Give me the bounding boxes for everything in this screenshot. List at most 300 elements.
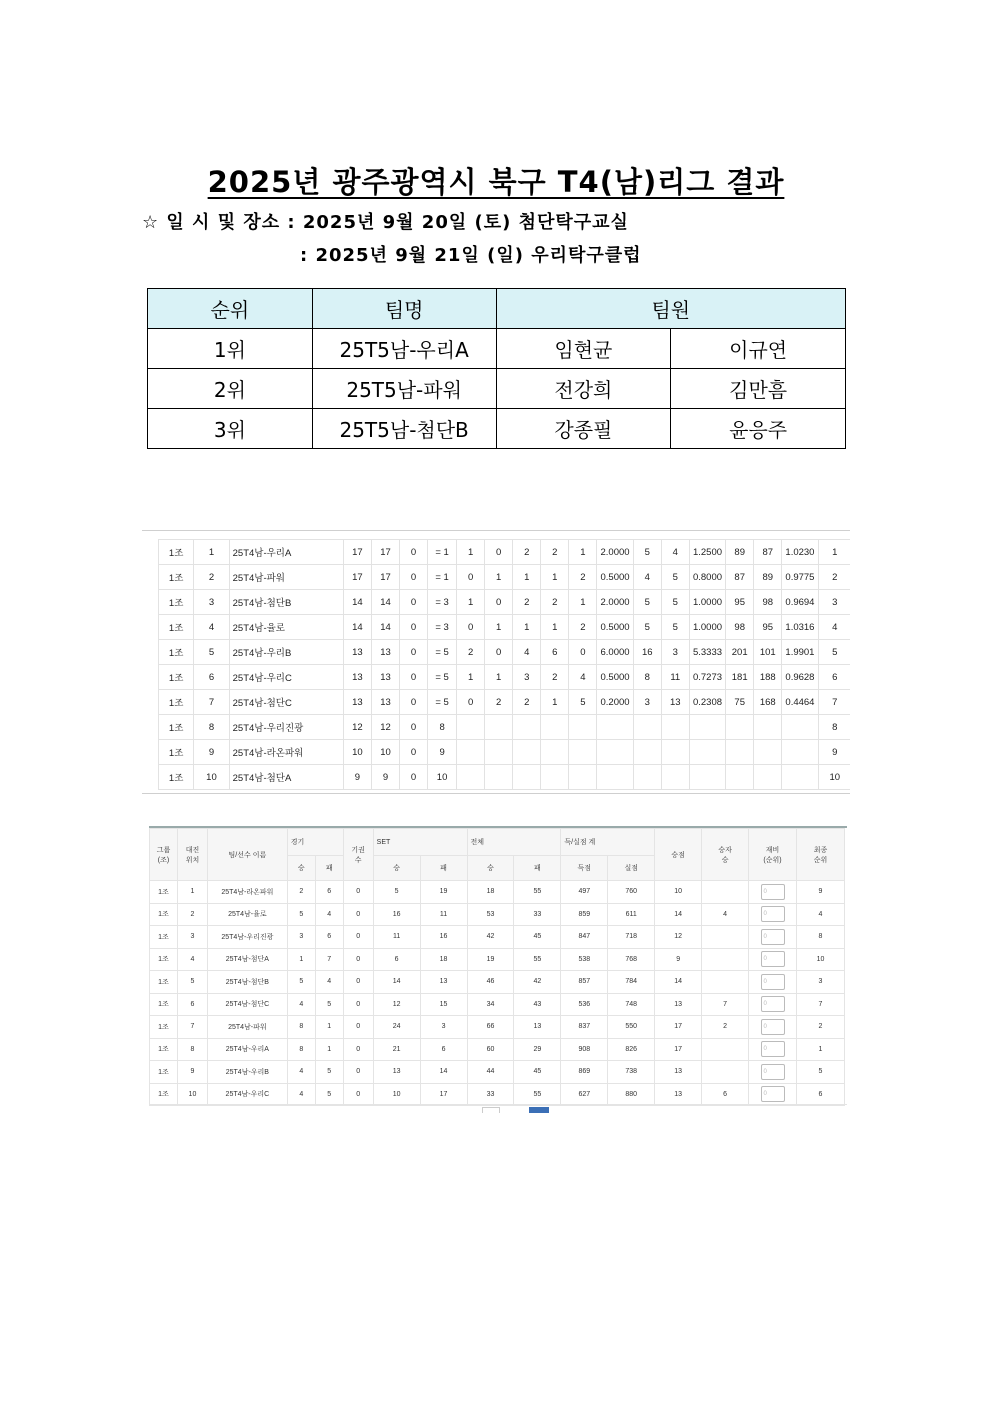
standings-cell: 6 (818, 665, 850, 690)
detail-cell: 869 (561, 1061, 608, 1084)
detail-row (150, 926, 845, 949)
detail-cell: 7 (315, 948, 343, 971)
team-name-cell: 25T4남-우리A (207, 1038, 287, 1061)
header-position: 대진 위치 (177, 829, 207, 881)
header-set: SET (373, 829, 467, 856)
detail-cell: 14 (655, 903, 702, 926)
detail-cell: 46 (467, 971, 514, 994)
standings-cell: 1 (485, 565, 513, 590)
standings-cell (633, 765, 661, 790)
detail-cell: 550 (608, 1016, 655, 1039)
standings-cell: = 1 (428, 540, 457, 565)
detail-cell: 4 (177, 948, 207, 971)
standings-cell: 13 (661, 690, 689, 715)
tiebreak-cell (749, 971, 797, 994)
standings-cell: 0 (400, 665, 428, 690)
detail-cell: 8 (287, 1016, 315, 1039)
detail-cell: 44 (467, 1061, 514, 1084)
standings-row (159, 690, 851, 715)
detail-cell: 1조 (150, 926, 178, 949)
standings-cell: 5 (633, 615, 661, 640)
standings-cell (541, 715, 569, 740)
standings-cell: 0 (400, 615, 428, 640)
standings-cell: 17 (343, 565, 371, 590)
detail-cell: 5 (315, 1061, 343, 1084)
detail-cell: 738 (608, 1061, 655, 1084)
standings-cell: 9 (343, 765, 371, 790)
standings-cell: 10 (194, 765, 229, 790)
tiebreak-input[interactable]: 0 (761, 1064, 785, 1080)
detail-cell: 611 (608, 903, 655, 926)
standings-cell: 1 (569, 590, 597, 615)
standings-cell: 1조 (159, 590, 194, 615)
standings-cell (569, 740, 597, 765)
tiebreak-cell (749, 881, 797, 904)
detail-cell: 760 (608, 881, 655, 904)
standings-cell: 0.2000 (597, 690, 633, 715)
detail-cell: 9 (655, 948, 702, 971)
detail-cell: 0 (343, 1083, 373, 1106)
standings-cell: 0 (400, 540, 428, 565)
standings-cell (597, 715, 633, 740)
sub-win: 승 (287, 856, 315, 881)
tiebreak-input[interactable]: 0 (761, 1086, 785, 1102)
standings-cell: 5 (633, 540, 661, 565)
detail-cell: 5 (287, 903, 315, 926)
standings-cell: 0.9775 (782, 565, 818, 590)
standings-cell: 5 (569, 690, 597, 715)
detail-cell: 6 (373, 948, 420, 971)
final-rank-cell: 2 (797, 1016, 845, 1039)
detail-cell: 1조 (150, 1038, 178, 1061)
tiebreak-cell (749, 903, 797, 926)
team-name-cell: 25T4남-우리C (207, 1083, 287, 1106)
standings-cell: = 5 (428, 640, 457, 665)
standings-cell: 1 (485, 615, 513, 640)
final-rank-cell: 8 (797, 926, 845, 949)
standings-cell: 1 (457, 540, 485, 565)
standings-cell: 1.9901 (782, 640, 818, 665)
header-match: 경기 (287, 829, 343, 856)
header-group: 그룹 (조) (150, 829, 178, 881)
tiebreak-cell (749, 1016, 797, 1039)
sub-scored: 득점 (561, 856, 608, 881)
detail-cell: 42 (467, 926, 514, 949)
standings-cell (754, 715, 782, 740)
detail-cell: 837 (561, 1016, 608, 1039)
detail-cell: 4 (287, 1083, 315, 1106)
standings-row (159, 640, 851, 665)
standings-cell (661, 765, 689, 790)
header-rank: 순위 (148, 289, 313, 329)
member-cell: 윤응주 (671, 409, 846, 449)
standings-cell: 0.7273 (689, 665, 725, 690)
tiebreak-cell (749, 1061, 797, 1084)
standings-cell: 2 (513, 540, 541, 565)
detail-cell: 7 (177, 1016, 207, 1039)
detail-cell: 0 (343, 926, 373, 949)
detail-row (150, 1038, 845, 1061)
standings-cell: 1.0230 (782, 540, 818, 565)
standings-cell: 14 (371, 590, 399, 615)
standings-cell: 1조 (159, 765, 194, 790)
standings-cell: 0 (400, 740, 428, 765)
detail-row (150, 948, 845, 971)
standings-cell: 1조 (159, 565, 194, 590)
detail-cell: 1 (177, 881, 207, 904)
standings-cell: 10 (818, 765, 850, 790)
detail-cell: 4 (315, 971, 343, 994)
detail-cell: 748 (608, 993, 655, 1016)
standings-cell: 2 (513, 590, 541, 615)
detail-cell: 1조 (150, 881, 178, 904)
standings-cell: 4 (513, 640, 541, 665)
schedule-line-1: ☆ 일 시 및 장소 : 2025년 9월 20일 (토) 첨단탁구교실 (142, 212, 629, 233)
detail-cell: 5 (315, 993, 343, 1016)
detail-cell: 0 (343, 1016, 373, 1039)
standings-cell (541, 765, 569, 790)
standings-cell: 0 (485, 640, 513, 665)
standings-cell: 5 (661, 615, 689, 640)
standings-cell: 1조 (159, 540, 194, 565)
detail-cell: 1 (315, 1016, 343, 1039)
standings-cell: 1조 (159, 615, 194, 640)
tiebreak-cell (749, 1038, 797, 1061)
standings-cell (457, 765, 485, 790)
standings-cell: 12 (371, 715, 399, 740)
detail-table (149, 828, 845, 1106)
detail-cell: 9 (177, 1061, 207, 1084)
standings-cell: 201 (726, 640, 754, 665)
standings-cell: 6 (541, 640, 569, 665)
detail-cell: 17 (420, 1083, 467, 1106)
standings-cell: 2 (541, 590, 569, 615)
detail-cell: 14 (655, 971, 702, 994)
page-input[interactable] (482, 1107, 500, 1113)
detail-cell (702, 926, 749, 949)
standings-cell: 75 (726, 690, 754, 715)
detail-cell: 11 (373, 926, 420, 949)
detail-cell: 0 (343, 1038, 373, 1061)
standings-cell (513, 765, 541, 790)
team-name-cell: 25T4남-첨단C (229, 690, 343, 715)
detail-cell: 3 (177, 926, 207, 949)
detail-cell: 33 (467, 1083, 514, 1106)
standings-cell (633, 715, 661, 740)
team-name-cell: 25T4남-파워 (229, 565, 343, 590)
standings-cell: 13 (343, 665, 371, 690)
team-name-cell: 25T4남-라온파워 (229, 740, 343, 765)
detail-cell: 6 (420, 1038, 467, 1061)
detail-cell: 5 (315, 1083, 343, 1106)
standings-cell: 3 (661, 640, 689, 665)
standings-cell: 1 (541, 565, 569, 590)
standings-cell: 2 (569, 615, 597, 640)
standings-cell: 0 (400, 715, 428, 740)
standings-cell: 101 (754, 640, 782, 665)
detail-cell: 1 (287, 948, 315, 971)
detail-cell (702, 971, 749, 994)
standings-cell: 2 (457, 640, 485, 665)
standings-cell: 0.9694 (782, 590, 818, 615)
standings-cell: 1조 (159, 640, 194, 665)
sub-set-loss: 패 (420, 856, 467, 881)
team-name-cell: 25T4남-파워 (207, 1016, 287, 1039)
detail-cell: 4 (702, 903, 749, 926)
standings-cell: 4 (194, 615, 229, 640)
standings-cell: 1 (457, 590, 485, 615)
standings-cell: 0 (400, 690, 428, 715)
header-total: 전체 (467, 829, 561, 856)
detail-cell (702, 881, 749, 904)
standings-cell: 0 (485, 540, 513, 565)
detail-cell: 2 (177, 903, 207, 926)
standings-cell: 3 (194, 590, 229, 615)
standings-cell: 168 (754, 690, 782, 715)
standings-cell: 1.2500 (689, 540, 725, 565)
standings-cell: 5 (661, 565, 689, 590)
team-name-cell: 25T4남-첨단B (207, 971, 287, 994)
team-name-cell: 25T4남-라온파워 (207, 881, 287, 904)
standings-cell: 12 (343, 715, 371, 740)
detail-cell (702, 1038, 749, 1061)
tiebreak-cell (749, 993, 797, 1016)
standings-cell: 95 (754, 615, 782, 640)
standings-cell: 188 (754, 665, 782, 690)
team-name-cell: 25T4남-우리진광 (229, 715, 343, 740)
standings-cell: 17 (343, 540, 371, 565)
standings-cell: 5 (818, 640, 850, 665)
sub-conceded: 실점 (608, 856, 655, 881)
standings-cell: 2 (818, 565, 850, 590)
header-team: 팀명 (312, 289, 496, 329)
tiebreak-input[interactable]: 0 (761, 1019, 785, 1035)
standings-cell (726, 765, 754, 790)
detail-cell: 2 (287, 881, 315, 904)
detail-cell: 13 (655, 1083, 702, 1106)
detail-row (150, 971, 845, 994)
standings-cell: 89 (726, 540, 754, 565)
standings-cell: 0 (457, 565, 485, 590)
standings-cell: 1조 (159, 665, 194, 690)
detail-cell: 3 (420, 1016, 467, 1039)
detail-cell: 5 (373, 881, 420, 904)
standings-cell (782, 715, 818, 740)
final-rank-cell: 1 (797, 1038, 845, 1061)
detail-cell: 1 (315, 1038, 343, 1061)
standings-cell (689, 740, 725, 765)
standings-cell: 5 (633, 590, 661, 615)
detail-cell: 4 (287, 993, 315, 1016)
standings-cell: 2 (569, 565, 597, 590)
detail-cell: 24 (373, 1016, 420, 1039)
standings-cell: 16 (633, 640, 661, 665)
standings-cell: 0.5000 (597, 565, 633, 590)
standings-cell: 8 (194, 715, 229, 740)
standings-cell: 1 (513, 565, 541, 590)
detail-cell: 12 (373, 993, 420, 1016)
standings-cell (689, 765, 725, 790)
standings-cell: 1 (194, 540, 229, 565)
standings-cell (661, 740, 689, 765)
standings-row (159, 615, 851, 640)
detail-cell: 5 (177, 971, 207, 994)
standings-cell: = 3 (428, 590, 457, 615)
standings-cell: 2 (513, 690, 541, 715)
standings-cell: 6 (194, 665, 229, 690)
detail-cell: 10 (373, 1083, 420, 1106)
detail-row (150, 881, 845, 904)
tiebreak-input[interactable]: 0 (761, 1041, 785, 1057)
detail-cell: 784 (608, 971, 655, 994)
detail-cell: 8 (287, 1038, 315, 1061)
detail-cell: 60 (467, 1038, 514, 1061)
standings-cell: 9 (371, 765, 399, 790)
standings-cell: 98 (726, 615, 754, 640)
tiebreak-input[interactable]: 0 (761, 974, 785, 990)
standings-cell: 4 (661, 540, 689, 565)
detail-cell: 13 (655, 993, 702, 1016)
detail-cell: 14 (420, 1061, 467, 1084)
standings-cell: 1 (457, 665, 485, 690)
detail-cell: 17 (655, 1038, 702, 1061)
team-name-cell: 25T4남-우리B (207, 1061, 287, 1084)
standings-cell: 10 (343, 740, 371, 765)
standings-cell: = 5 (428, 690, 457, 715)
standings-row (159, 665, 851, 690)
detail-cell: 1조 (150, 993, 178, 1016)
page-go-button[interactable] (529, 1107, 549, 1113)
standings-cell: 14 (343, 615, 371, 640)
detail-cell: 14 (373, 971, 420, 994)
standings-cell: 1조 (159, 690, 194, 715)
standings-cell: 1.0316 (782, 615, 818, 640)
standings-cell (754, 740, 782, 765)
detail-cell: 0 (343, 1061, 373, 1084)
final-rank-cell: 5 (797, 1061, 845, 1084)
detail-cell: 857 (561, 971, 608, 994)
detail-cell: 21 (373, 1038, 420, 1061)
standings-cell: 0.2308 (689, 690, 725, 715)
detail-cell: 33 (514, 903, 561, 926)
detail-cell: 4 (287, 1061, 315, 1084)
standings-cell: 8 (818, 715, 850, 740)
detail-cell: 627 (561, 1083, 608, 1106)
team-cell: 25T5남-우리A (312, 329, 496, 369)
header-points: 득/실점 계 (561, 829, 655, 856)
detail-cell: 53 (467, 903, 514, 926)
tiebreak-input[interactable]: 0 (761, 996, 785, 1012)
team-name-cell: 25T4남-첨단A (229, 765, 343, 790)
standings-cell: = 1 (428, 565, 457, 590)
detail-cell (702, 948, 749, 971)
standings-row (159, 590, 851, 615)
standings-cell: 0.5000 (597, 665, 633, 690)
detail-cell: 768 (608, 948, 655, 971)
detail-cell: 6 (315, 926, 343, 949)
tiebreak-input[interactable]: 0 (761, 906, 785, 922)
standings-cell: 89 (754, 565, 782, 590)
header-team-name: 팀/선수 이름 (207, 829, 287, 881)
standings-cell: 3 (513, 665, 541, 690)
team-name-cell: 25T4남-우리C (229, 665, 343, 690)
detail-cell: 29 (514, 1038, 561, 1061)
standings-cell: 4 (633, 565, 661, 590)
detail-cell: 42 (514, 971, 561, 994)
tiebreak-input[interactable]: 0 (761, 929, 785, 945)
standings-cell: 2 (541, 540, 569, 565)
standings-cell (726, 715, 754, 740)
team-name-cell: 25T4남-우리진광 (207, 926, 287, 949)
standings-cell: 2 (541, 665, 569, 690)
standings-cell (513, 740, 541, 765)
sub-loss: 패 (315, 856, 343, 881)
standings-cell: 95 (726, 590, 754, 615)
detail-cell: 718 (608, 926, 655, 949)
final-rank-cell: 9 (797, 881, 845, 904)
detail-cell: 43 (514, 993, 561, 1016)
team-cell: 25T5남-첨단B (312, 409, 496, 449)
standings-cell: 0 (569, 640, 597, 665)
header-members: 팀원 (496, 289, 845, 329)
tiebreak-input[interactable]: 0 (761, 884, 785, 900)
results-row (148, 409, 846, 449)
standings-row (159, 540, 851, 565)
standings-cell: 98 (754, 590, 782, 615)
header-forfeit: 기권 수 (343, 829, 373, 881)
detail-cell: 10 (655, 881, 702, 904)
sub-total-win: 승 (467, 856, 514, 881)
standings-cell: 17 (371, 565, 399, 590)
detail-cell: 859 (561, 903, 608, 926)
standings-cell: 13 (371, 690, 399, 715)
final-rank-cell: 4 (797, 903, 845, 926)
team-name-cell: 25T4남-첨단B (229, 590, 343, 615)
detail-row (150, 1016, 845, 1039)
standings-row (159, 565, 851, 590)
results-table (147, 288, 846, 449)
tiebreak-cell (749, 926, 797, 949)
detail-cell: 1조 (150, 971, 178, 994)
detail-cell: 6 (702, 1083, 749, 1106)
header-score: 승점 (655, 829, 702, 881)
standings-cell: 13 (343, 640, 371, 665)
detail-cell: 10 (177, 1083, 207, 1106)
standings-cell (485, 740, 513, 765)
standings-cell: 0.8000 (689, 565, 725, 590)
standings-cell: 1조 (159, 715, 194, 740)
standings-cell (689, 715, 725, 740)
tiebreak-input[interactable]: 0 (761, 951, 785, 967)
member-cell: 이규연 (671, 329, 846, 369)
standings-cell: 1조 (159, 740, 194, 765)
detail-cell: 13 (420, 971, 467, 994)
detail-cell: 55 (514, 948, 561, 971)
standings-cell: 1.0000 (689, 615, 725, 640)
standings-cell (457, 740, 485, 765)
results-row (148, 369, 846, 409)
standings-cell: 7 (194, 690, 229, 715)
standings-cell: 17 (371, 540, 399, 565)
detail-cell: 826 (608, 1038, 655, 1061)
standings-cell: 0.5000 (597, 615, 633, 640)
standings-cell (597, 740, 633, 765)
standings-cell: 0.4464 (782, 690, 818, 715)
standings-cell: 13 (371, 640, 399, 665)
detail-cell: 55 (514, 1083, 561, 1106)
standings-row (159, 740, 851, 765)
detail-cell: 0 (343, 971, 373, 994)
